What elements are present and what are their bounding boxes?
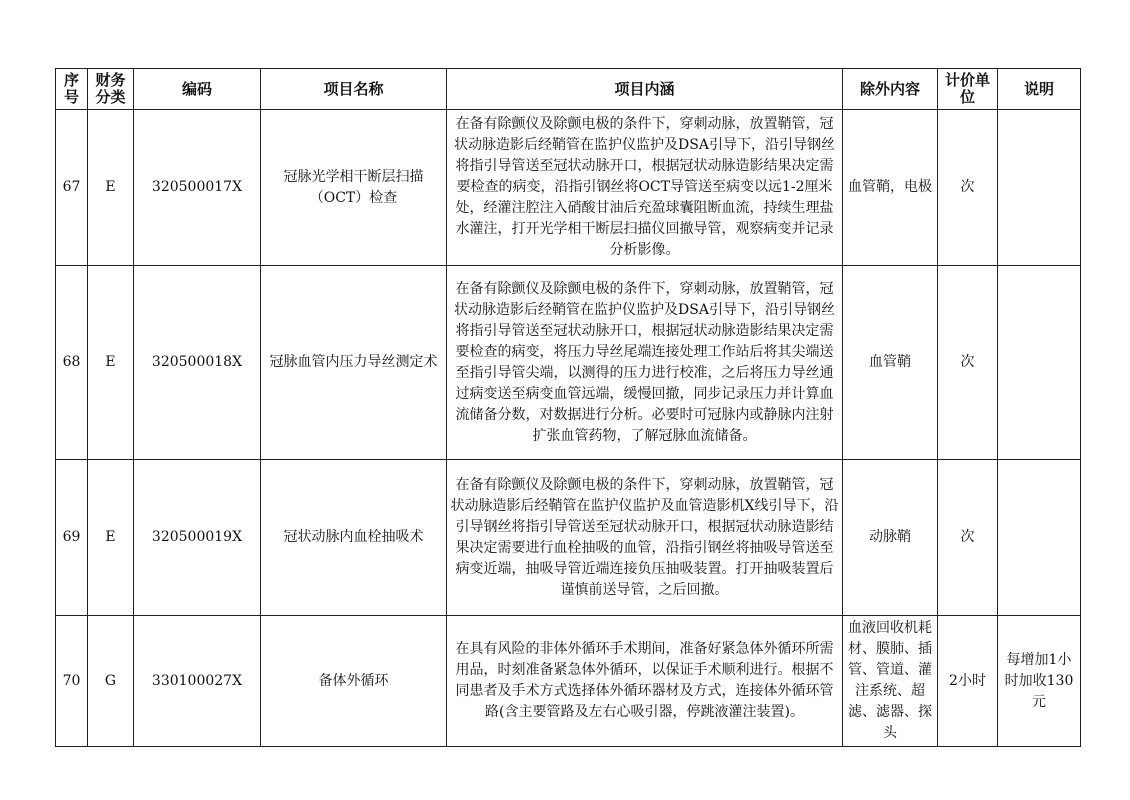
cell-seq: 68 — [56, 266, 88, 460]
cell-item-name: 冠脉血管内压力导丝测定术 — [261, 266, 447, 460]
table-row — [56, 616, 1081, 747]
cell-item-content: 在备有除颤仪及除颤电极的条件下，穿刺动脉，放置鞘管，冠状动脉造影后经鞘管在监护仪监护及DSA引导下，沿引导钢丝将指引导管送至冠状动脉开口，根据冠状动脉造影结果决定需要检查的病变，将压力导丝尾端连接处理工作站后将其尖端送至指引导管尖端，以测得的压力进行校准，之后将压力导丝通过病变送至病变血管远端，缓慢回撤，同步记录压力并计算血流储备分数，对数据进行分析。必要时可冠脉内或静脉内注射扩张血管药物，了解冠脉血流储备。 — [447, 266, 843, 460]
cell-note — [998, 460, 1081, 616]
cell-item-name: 冠状动脉内血栓抽吸术 — [261, 460, 447, 616]
cell-note — [998, 266, 1081, 460]
cell-item-content: 在具有风险的非体外循环手术期间，准备好紧急体外循环所需用品，时刻准备紧急体外循环，以保证手术顺利进行。根据不同患者及手术方式选择体外循环器材及方式，连接体外循环管路(含主要管路及左右心吸引器，停跳液灌注装置)。 — [447, 616, 843, 747]
cell-seq: 69 — [56, 460, 88, 616]
cell-code: 320500017X — [134, 110, 261, 266]
cell-note — [998, 110, 1081, 266]
table-row — [56, 266, 1081, 460]
header-code: 编码 — [134, 69, 261, 110]
cell-seq: 70 — [56, 616, 88, 747]
header-seq: 序号 — [56, 69, 88, 110]
cell-code: 320500019X — [134, 460, 261, 616]
cell-seq: 67 — [56, 110, 88, 266]
header-note: 说明 — [998, 69, 1081, 110]
cell-excluded: 血管鞘，电极 — [843, 110, 938, 266]
cell-excluded: 血管鞘 — [843, 266, 938, 460]
cell-excluded: 血液回收机耗材、膜肺、插管、管道、灌注系统、超滤、滤器、探头 — [843, 616, 938, 747]
cell-category: E — [88, 266, 134, 460]
cell-item-name: 冠脉光学相干断层扫描（OCT）检查 — [261, 110, 447, 266]
cell-item-name: 备体外循环 — [261, 616, 447, 747]
cell-item-content: 在备有除颤仪及除颤电极的条件下，穿刺动脉，放置鞘管，冠状动脉造影后经鞘管在监护仪监护及DSA引导下，沿引导钢丝将指引导管送至冠状动脉开口，根据冠状动脉造影结果决定需要检查的病变，沿指引钢丝将OCT导管送至病变以远1-2厘米处，经灌注腔注入硝酸甘油后充盈球囊阻断血流，持续生理盐水灌注，打开光学相干断层扫描仪回撤导管，观察病变并记录分析影像。 — [447, 110, 843, 266]
cell-item-content: 在备有除颤仪及除颤电极的条件下，穿刺动脉，放置鞘管，冠状动脉造影后经鞘管在监护仪监护及血管造影机X线引导下，沿引导钢丝将指引导管送至冠状动脉开口，根据冠状动脉造影结果决定需要进行血栓抽吸的血管，沿指引钢丝将抽吸导管送至病变近端，抽吸导管近端连接负压抽吸装置。打开抽吸装置后谨慎前送导管，之后回撤。 — [447, 460, 843, 616]
header-finance-category: 财务分类 — [88, 69, 134, 110]
cell-category: E — [88, 460, 134, 616]
pricing-table — [55, 68, 1081, 747]
cell-unit: 次 — [938, 266, 998, 460]
cell-unit: 2小时 — [938, 616, 998, 747]
table-row — [56, 110, 1081, 266]
cell-code: 320500018X — [134, 266, 261, 460]
cell-category: G — [88, 616, 134, 747]
table-header-row — [56, 69, 1081, 110]
table-row — [56, 460, 1081, 616]
cell-note: 每增加1小时加收130元 — [998, 616, 1081, 747]
header-unit: 计价单位 — [938, 69, 998, 110]
cell-excluded: 动脉鞘 — [843, 460, 938, 616]
cell-category: E — [88, 110, 134, 266]
header-item-name: 项目名称 — [261, 69, 447, 110]
cell-unit: 次 — [938, 460, 998, 616]
header-item-content: 项目内涵 — [447, 69, 843, 110]
cell-unit: 次 — [938, 110, 998, 266]
header-excluded: 除外内容 — [843, 69, 938, 110]
cell-code: 330100027X — [134, 616, 261, 747]
